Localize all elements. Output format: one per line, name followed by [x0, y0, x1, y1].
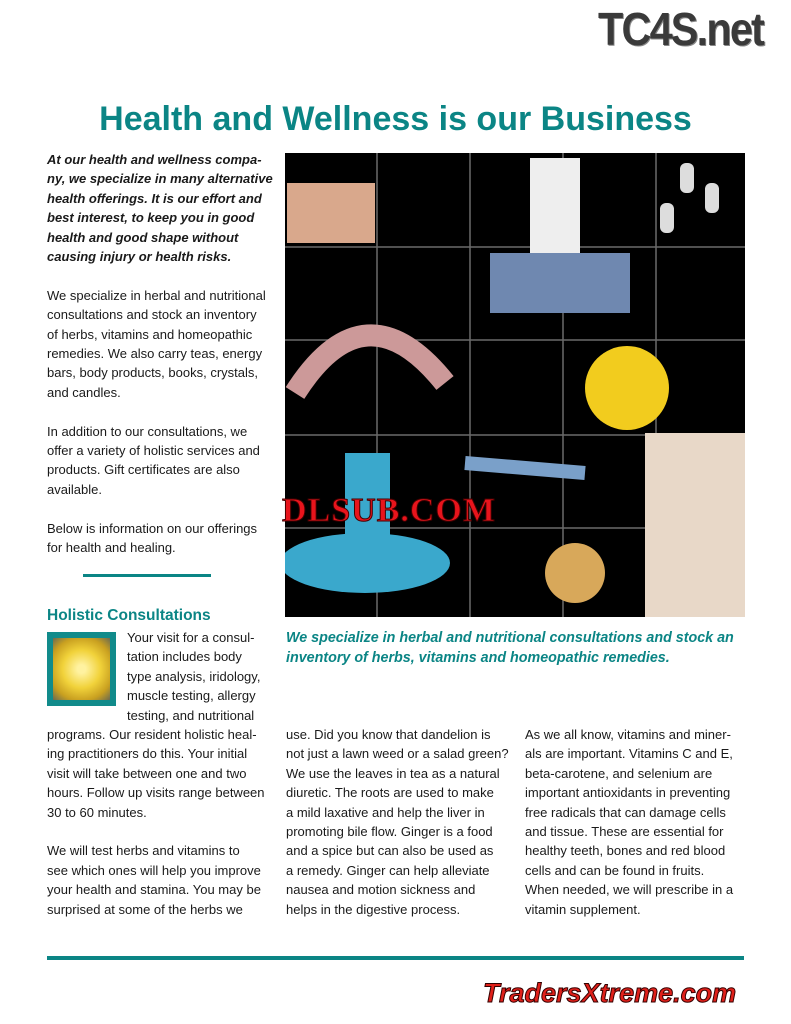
text-line: muscle testing, allergy — [127, 688, 256, 704]
divider — [83, 574, 211, 577]
text-line: best interest, to keep you in good — [47, 210, 255, 226]
text-line: nausea and motion sickness and — [286, 882, 476, 898]
text-line: offer a variety of holistic services and — [47, 443, 260, 459]
text-line: use. Did you know that dandelion is — [286, 727, 491, 742]
text-line: causing injury or health risks. — [47, 249, 232, 265]
paragraph — [47, 519, 272, 558]
intro-column — [47, 150, 272, 557]
text-line: hours. Follow up visits range between — [47, 785, 265, 801]
text-line: a mild laxative and help the liver in — [286, 804, 485, 820]
text-line: In addition to our consultations, we — [47, 423, 248, 439]
text-line: bars, body products, books, crystals, — [47, 365, 258, 381]
text-line: a remedy. Ginger can help alleviate — [286, 862, 490, 878]
text-line: We use the leaves in tea as a natural — [286, 765, 500, 781]
page-title: Health and Wellness is our Business — [99, 100, 692, 138]
paragraph — [47, 150, 272, 266]
text-line: and tissue. These are essential for — [525, 824, 724, 840]
text-line: health offerings. It is our effort and — [47, 190, 262, 206]
text-line: see which ones will help you improve — [47, 862, 261, 878]
text-line: 30 to 60 minutes. — [47, 804, 147, 820]
wellness-photo-collage — [285, 153, 745, 617]
text-line: visit will take between one and two — [47, 765, 247, 781]
text-line: products. Gift certificates are also — [47, 462, 240, 478]
text-line: helps in the digestive process. — [286, 901, 461, 917]
text-line: and a spice but can also be used as — [286, 843, 494, 859]
text-line: health and good shape without — [47, 229, 239, 245]
bottom-rule — [47, 956, 744, 960]
text-line: We will test herbs and vitamins to — [47, 843, 240, 859]
text-line: surprised at some of the herbs we — [47, 901, 243, 917]
watermark-middle: DLSUB.COM — [282, 492, 496, 529]
text-line: When needed, we will prescribe in a — [525, 882, 734, 898]
text-line: healthy teeth, bones and red blood — [525, 843, 726, 859]
text-line: als are important. Vitamins C and E, — [525, 746, 733, 762]
photo-caption: We specialize in herbal and nutritional consultations and stock an inventory of herbs, vitamins and homeopathic remedies. — [286, 630, 734, 666]
text-line: diuretic. The roots are used to make — [286, 785, 494, 801]
column1-text — [47, 725, 265, 919]
text-line: ing practitioners do this. Your initial — [47, 746, 248, 762]
text-line: remedies. We also carry teas, energy — [47, 346, 263, 362]
text-line: available. — [47, 481, 102, 497]
text-line: not just a lawn weed or a salad green? — [286, 746, 509, 762]
paragraph — [47, 422, 272, 500]
text-line: Your visit for a consul- — [127, 630, 255, 645]
text-line: for health and healing. — [47, 540, 176, 556]
text-line: At our health and wellness compa- — [47, 152, 262, 167]
paragraph — [47, 286, 272, 402]
collage-graphic — [285, 153, 745, 617]
text-line: your health and stamina. You may be — [47, 882, 261, 898]
text-line: tation includes body — [127, 649, 242, 665]
paragraph-gap — [47, 402, 272, 421]
paragraph-gap — [47, 499, 272, 518]
column1-wrap-text — [127, 628, 260, 725]
paragraph — [47, 725, 265, 822]
text-line: ny, we specialize in many alternative — [47, 171, 273, 187]
text-line: and candles. — [47, 384, 121, 400]
watermark-logo-top: TC4S.net — [598, 3, 764, 55]
text-line: We specialize in herbal and nutritional — [47, 287, 266, 303]
dandelion-thumbnail — [47, 632, 116, 706]
column2-text — [286, 725, 509, 919]
paragraph-gap — [47, 266, 272, 285]
text-line: testing, and nutritional — [127, 707, 255, 723]
text-line: beta-carotene, and selenium are — [525, 765, 713, 781]
text-line: Below is information on our offerings — [47, 520, 258, 536]
text-line: cells and can be found in fruits. — [525, 862, 705, 878]
watermark-bottom: TradersXtreme.com — [483, 978, 737, 1008]
paragraph — [47, 841, 265, 919]
text-line: vitamin supplement. — [525, 901, 641, 917]
text-line: consultations and stock an inventory — [47, 307, 257, 323]
column3-text — [525, 725, 733, 919]
text-line: of herbs, vitamins and homeopathic — [47, 326, 253, 342]
text-line: programs. Our resident holistic heal- — [47, 727, 257, 742]
text-line: As we all know, vitamins and miner- — [525, 727, 731, 742]
text-line: promoting bile flow. Ginger is a food — [286, 824, 493, 840]
section-title: Holistic Consultations — [47, 607, 211, 624]
text-line: important antioxidants in preventing — [525, 785, 731, 801]
paragraph-gap — [47, 822, 265, 841]
text-line: free radicals that can damage cells — [525, 804, 726, 820]
text-line: type analysis, iridology, — [127, 668, 261, 684]
